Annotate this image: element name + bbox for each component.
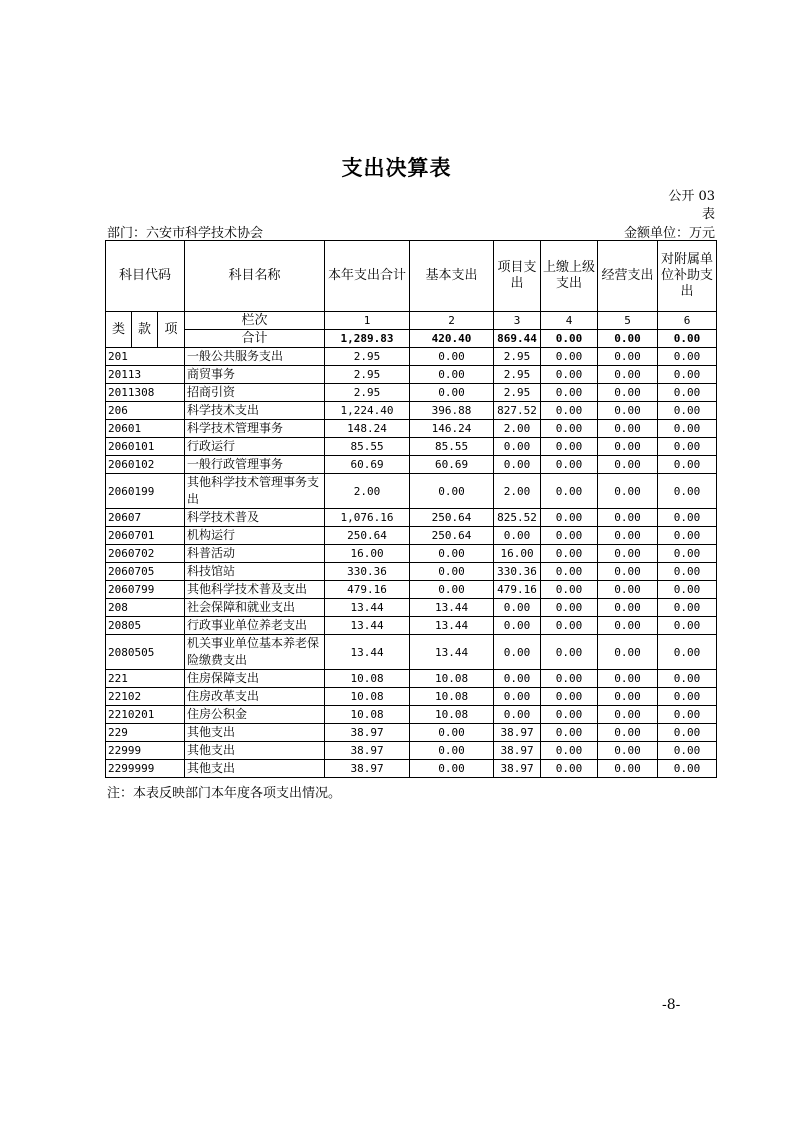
table-row	[106, 456, 717, 474]
table-row	[106, 348, 717, 366]
row-value: 250.64	[410, 509, 494, 527]
row-name: 科普活动	[185, 545, 325, 563]
row-value: 2.00	[325, 474, 410, 509]
row-value: 0.00	[410, 384, 494, 402]
row-value: 10.08	[410, 706, 494, 724]
row-value: 0.00	[494, 635, 541, 670]
row-value: 396.88	[410, 402, 494, 420]
row-code: 2011308	[106, 384, 185, 402]
row-name: 住房公积金	[185, 706, 325, 724]
row-name: 一般行政管理事务	[185, 456, 325, 474]
row-value: 0.00	[598, 545, 658, 563]
row-value: 10.08	[325, 688, 410, 706]
row-value: 0.00	[541, 581, 598, 599]
row-name: 商贸事务	[185, 366, 325, 384]
header-xiang: 项	[158, 312, 185, 348]
row-value: 2.95	[325, 384, 410, 402]
row-value: 0.00	[598, 617, 658, 635]
unit-label: 金额单位：万元	[623, 226, 715, 241]
row-value: 0.00	[541, 670, 598, 688]
total-value: 0.00	[598, 330, 658, 348]
table-row	[106, 563, 717, 581]
row-value: 16.00	[325, 545, 410, 563]
header-subsidy: 对附属单位补助支出	[658, 241, 717, 312]
row-value: 0.00	[658, 527, 717, 545]
row-value: 38.97	[325, 760, 410, 778]
row-code: 20607	[106, 509, 185, 527]
column-number: 5	[598, 312, 658, 330]
row-value: 2.95	[494, 384, 541, 402]
row-value: 38.97	[494, 760, 541, 778]
row-value: 0.00	[658, 742, 717, 760]
header-business: 经营支出	[598, 241, 658, 312]
row-value: 0.00	[541, 545, 598, 563]
row-code: 2060702	[106, 545, 185, 563]
row-value: 13.44	[325, 635, 410, 670]
header-total: 本年支出合计	[325, 241, 410, 312]
table-row	[106, 384, 717, 402]
row-value: 0.00	[598, 420, 658, 438]
row-value: 0.00	[410, 581, 494, 599]
form-code-suffix: 表	[701, 207, 715, 222]
table-row	[106, 438, 717, 456]
row-value: 0.00	[494, 438, 541, 456]
row-value: 0.00	[658, 402, 717, 420]
department-label: 部门：六安市科学技术协会	[107, 226, 264, 241]
row-code: 201	[106, 348, 185, 366]
row-name: 其他支出	[185, 760, 325, 778]
row-code: 2060101	[106, 438, 185, 456]
row-value: 0.00	[598, 724, 658, 742]
total-value: 869.44	[494, 330, 541, 348]
row-code: 2060705	[106, 563, 185, 581]
row-value: 0.00	[541, 527, 598, 545]
row-value: 0.00	[658, 724, 717, 742]
row-value: 10.08	[325, 706, 410, 724]
table-row	[106, 402, 717, 420]
table-row	[106, 509, 717, 527]
row-value: 330.36	[325, 563, 410, 581]
row-value: 0.00	[541, 384, 598, 402]
row-code: 2210201	[106, 706, 185, 724]
row-code: 20805	[106, 617, 185, 635]
header-upper: 上缴上级支出	[541, 241, 598, 312]
row-name: 招商引资	[185, 384, 325, 402]
row-value: 0.00	[598, 742, 658, 760]
row-name: 科学技术普及	[185, 509, 325, 527]
row-value: 13.44	[410, 617, 494, 635]
row-value: 330.36	[494, 563, 541, 581]
row-value: 38.97	[494, 742, 541, 760]
row-name: 一般公共服务支出	[185, 348, 325, 366]
row-value: 0.00	[494, 599, 541, 617]
column-number: 2	[410, 312, 494, 330]
row-value: 2.95	[494, 366, 541, 384]
row-value: 0.00	[598, 760, 658, 778]
row-value: 0.00	[598, 384, 658, 402]
row-name: 科技馆站	[185, 563, 325, 581]
row-value: 0.00	[541, 760, 598, 778]
row-code: 2060701	[106, 527, 185, 545]
row-value: 479.16	[325, 581, 410, 599]
row-value: 60.69	[325, 456, 410, 474]
row-name: 住房保障支出	[185, 670, 325, 688]
row-name: 社会保障和就业支出	[185, 599, 325, 617]
row-value: 2.00	[494, 420, 541, 438]
row-value: 0.00	[541, 366, 598, 384]
row-value: 38.97	[325, 742, 410, 760]
row-value: 0.00	[658, 670, 717, 688]
row-value: 0.00	[410, 474, 494, 509]
table-row	[106, 545, 717, 563]
row-value: 0.00	[410, 348, 494, 366]
row-value: 0.00	[541, 599, 598, 617]
row-code: 22102	[106, 688, 185, 706]
row-value: 0.00	[494, 688, 541, 706]
row-value: 0.00	[598, 474, 658, 509]
header-name: 科目名称	[185, 241, 325, 312]
column-number: 6	[658, 312, 717, 330]
expenditure-table	[105, 240, 717, 778]
total-value: 0.00	[541, 330, 598, 348]
row-value: 13.44	[410, 635, 494, 670]
header-lanci: 栏次	[185, 312, 325, 330]
row-value: 2.95	[325, 366, 410, 384]
table-row	[106, 474, 717, 509]
row-value: 2.00	[494, 474, 541, 509]
row-value: 825.52	[494, 509, 541, 527]
row-name: 科学技术支出	[185, 402, 325, 420]
header-heji: 合计	[185, 330, 325, 348]
table-row	[106, 581, 717, 599]
row-value: 0.00	[541, 348, 598, 366]
row-code: 229	[106, 724, 185, 742]
row-value: 0.00	[598, 402, 658, 420]
row-value: 0.00	[658, 617, 717, 635]
row-value: 0.00	[541, 509, 598, 527]
row-value: 16.00	[494, 545, 541, 563]
row-value: 1,076.16	[325, 509, 410, 527]
row-value: 0.00	[541, 617, 598, 635]
row-value: 0.00	[598, 527, 658, 545]
row-value: 10.08	[410, 670, 494, 688]
row-value: 0.00	[598, 456, 658, 474]
table-row	[106, 670, 717, 688]
row-value: 10.08	[410, 688, 494, 706]
table-row	[106, 760, 717, 778]
row-value: 1,224.40	[325, 402, 410, 420]
row-value: 0.00	[410, 366, 494, 384]
table-row	[106, 527, 717, 545]
row-code: 221	[106, 670, 185, 688]
row-value: 827.52	[494, 402, 541, 420]
table-row	[106, 420, 717, 438]
row-value: 0.00	[658, 545, 717, 563]
row-value: 60.69	[410, 456, 494, 474]
row-value: 146.24	[410, 420, 494, 438]
row-code: 2060102	[106, 456, 185, 474]
total-value: 1,289.83	[325, 330, 410, 348]
row-value: 2.95	[325, 348, 410, 366]
row-code: 2060799	[106, 581, 185, 599]
row-value: 148.24	[325, 420, 410, 438]
row-value: 0.00	[541, 742, 598, 760]
page-title: 支出决算表	[341, 155, 452, 180]
row-value: 0.00	[598, 635, 658, 670]
row-value: 13.44	[325, 599, 410, 617]
row-value: 0.00	[541, 402, 598, 420]
row-value: 13.44	[410, 599, 494, 617]
row-value: 0.00	[658, 420, 717, 438]
header-code: 科目代码	[106, 241, 185, 312]
column-number: 3	[494, 312, 541, 330]
header-kuan: 款	[132, 312, 158, 348]
row-value: 0.00	[658, 688, 717, 706]
row-value: 0.00	[598, 348, 658, 366]
row-code: 20113	[106, 366, 185, 384]
row-value: 0.00	[658, 348, 717, 366]
row-value: 0.00	[541, 456, 598, 474]
table-row	[106, 617, 717, 635]
row-name: 住房改革支出	[185, 688, 325, 706]
table-note: 注：本表反映部门本年度各项支出情况。	[107, 786, 342, 801]
row-value: 0.00	[598, 670, 658, 688]
row-value: 0.00	[494, 527, 541, 545]
row-value: 0.00	[658, 366, 717, 384]
row-value: 0.00	[598, 509, 658, 527]
row-value: 0.00	[658, 474, 717, 509]
row-value: 0.00	[494, 617, 541, 635]
row-value: 0.00	[410, 760, 494, 778]
row-value: 250.64	[410, 527, 494, 545]
row-value: 0.00	[598, 438, 658, 456]
row-value: 0.00	[410, 742, 494, 760]
row-value: 0.00	[410, 724, 494, 742]
row-value: 2.95	[494, 348, 541, 366]
row-value: 250.64	[325, 527, 410, 545]
row-code: 206	[106, 402, 185, 420]
row-code: 22999	[106, 742, 185, 760]
row-value: 0.00	[658, 384, 717, 402]
row-value: 0.00	[541, 438, 598, 456]
total-value: 420.40	[410, 330, 494, 348]
table-row	[106, 742, 717, 760]
header-project: 项目支出	[494, 241, 541, 312]
row-value: 0.00	[598, 581, 658, 599]
row-value: 38.97	[325, 724, 410, 742]
row-value: 0.00	[541, 563, 598, 581]
page-number: -8-	[662, 997, 681, 1013]
row-value: 0.00	[598, 599, 658, 617]
table-body	[106, 348, 717, 778]
row-code: 2299999	[106, 760, 185, 778]
row-value: 0.00	[658, 599, 717, 617]
row-value: 479.16	[494, 581, 541, 599]
row-value: 0.00	[494, 706, 541, 724]
table-row	[106, 724, 717, 742]
row-value: 0.00	[598, 563, 658, 581]
total-value: 0.00	[658, 330, 717, 348]
row-value: 0.00	[598, 706, 658, 724]
table-row	[106, 635, 717, 670]
row-name: 行政事业单位养老支出	[185, 617, 325, 635]
header-lei: 类	[106, 312, 132, 348]
row-code: 2080505	[106, 635, 185, 670]
column-number: 1	[325, 312, 410, 330]
row-code: 208	[106, 599, 185, 617]
row-code: 20601	[106, 420, 185, 438]
row-name: 其他科学技术管理事务支出	[185, 474, 325, 509]
row-value: 0.00	[541, 688, 598, 706]
row-value: 0.00	[541, 724, 598, 742]
row-value: 0.00	[658, 456, 717, 474]
row-name: 科学技术管理事务	[185, 420, 325, 438]
row-value: 0.00	[541, 474, 598, 509]
table-row	[106, 599, 717, 617]
row-value: 85.55	[410, 438, 494, 456]
table-row	[106, 366, 717, 384]
row-value: 85.55	[325, 438, 410, 456]
row-value: 0.00	[658, 635, 717, 670]
row-name: 其他支出	[185, 724, 325, 742]
row-name: 其他科学技术普及支出	[185, 581, 325, 599]
row-value: 0.00	[658, 581, 717, 599]
header-basic: 基本支出	[410, 241, 494, 312]
row-value: 0.00	[658, 563, 717, 581]
row-name: 行政运行	[185, 438, 325, 456]
row-value: 0.00	[658, 509, 717, 527]
row-code: 2060199	[106, 474, 185, 509]
row-name: 机关事业单位基本养老保险缴费支出	[185, 635, 325, 670]
row-name: 其他支出	[185, 742, 325, 760]
row-value: 0.00	[541, 706, 598, 724]
table-row	[106, 688, 717, 706]
row-value: 0.00	[494, 456, 541, 474]
row-value: 10.08	[325, 670, 410, 688]
row-value: 0.00	[658, 706, 717, 724]
row-value: 0.00	[598, 688, 658, 706]
row-value: 0.00	[658, 438, 717, 456]
row-value: 38.97	[494, 724, 541, 742]
column-number: 4	[541, 312, 598, 330]
row-name: 机构运行	[185, 527, 325, 545]
row-value: 0.00	[541, 635, 598, 670]
row-value: 13.44	[325, 617, 410, 635]
row-value: 0.00	[658, 760, 717, 778]
row-value: 0.00	[541, 420, 598, 438]
row-value: 0.00	[598, 366, 658, 384]
row-value: 0.00	[494, 670, 541, 688]
row-value: 0.00	[410, 563, 494, 581]
row-value: 0.00	[410, 545, 494, 563]
form-code: 公开 03	[668, 189, 715, 204]
table-row	[106, 706, 717, 724]
